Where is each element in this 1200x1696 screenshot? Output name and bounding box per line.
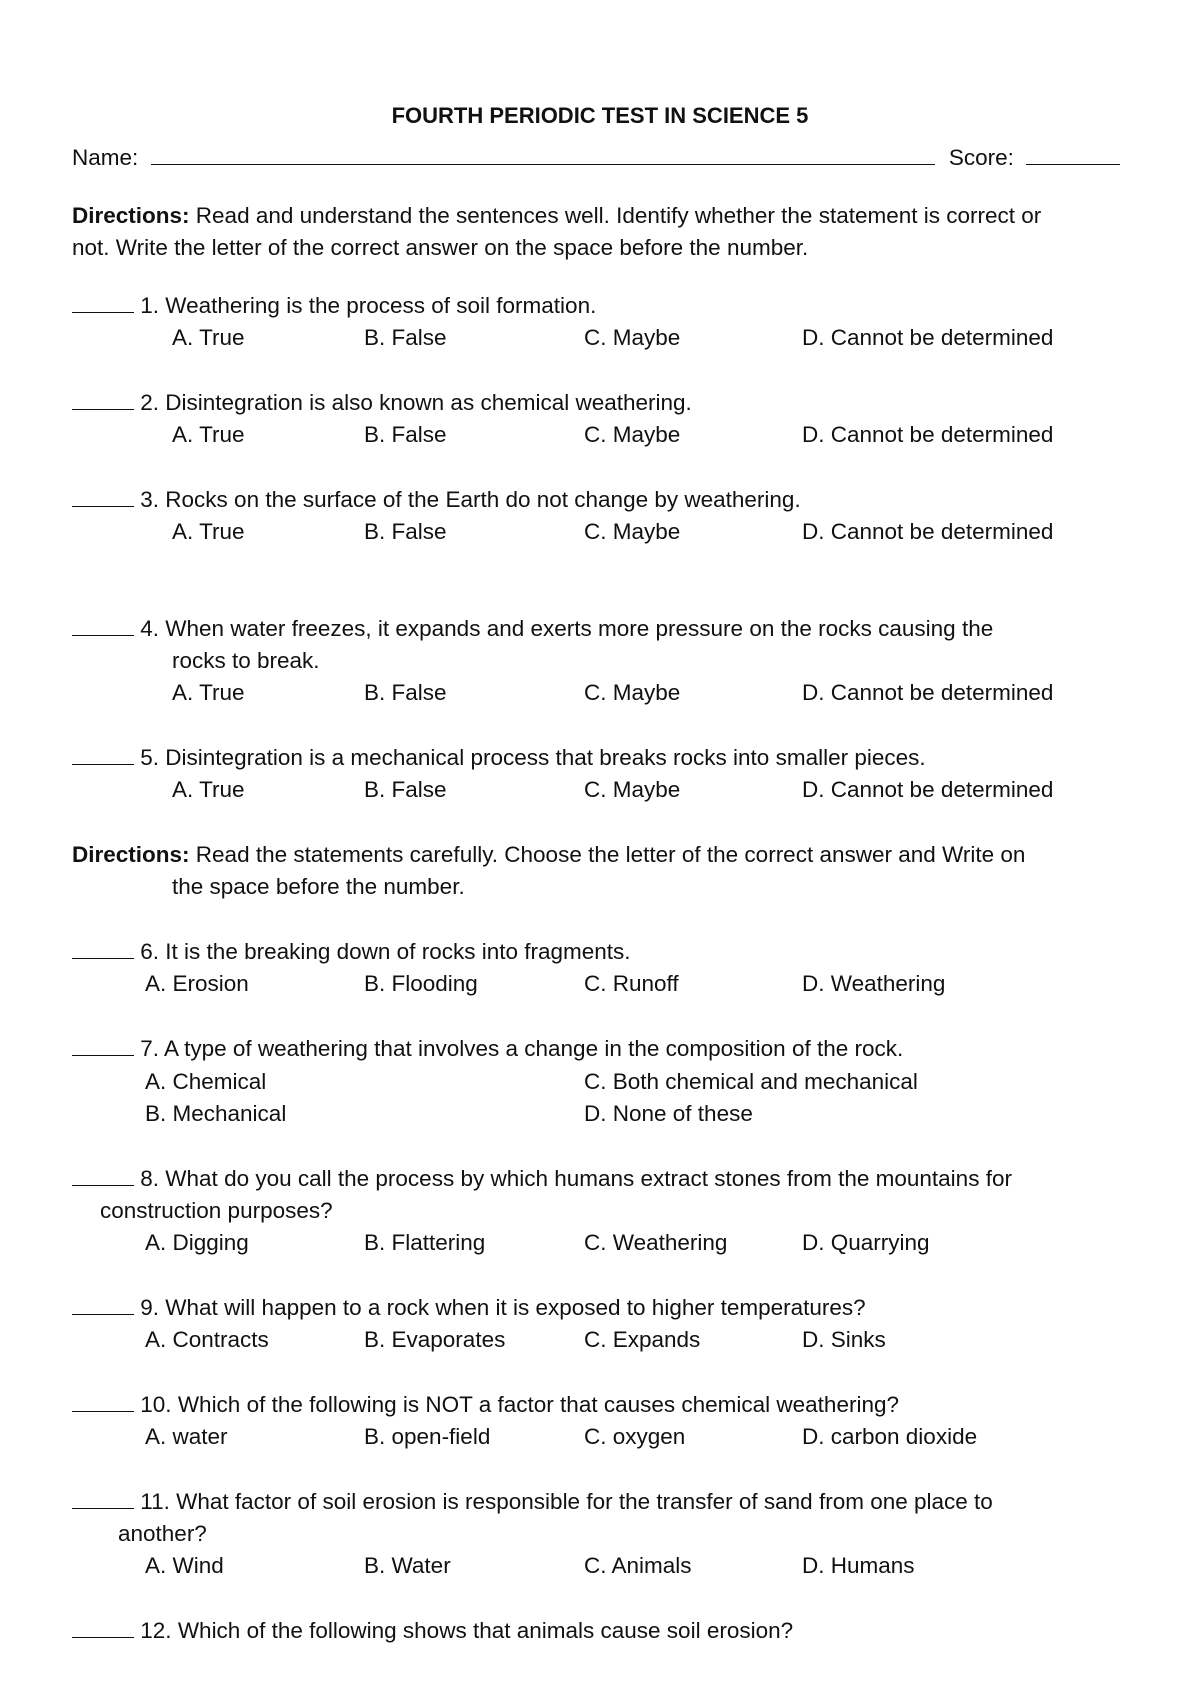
answer-blank[interactable]	[72, 485, 134, 507]
option-c[interactable]: C. Both chemical and mechanical	[584, 1069, 918, 1094]
question-text: A type of weathering that involves a change in the composition of the rock.	[164, 1036, 904, 1061]
option-c[interactable]: C. Maybe	[584, 777, 681, 802]
option-d[interactable]: D. Quarrying	[802, 1230, 930, 1255]
page-title: FOURTH PERIODIC TEST IN SCIENCE 5	[391, 103, 809, 128]
question-text: Which of the following is NOT a factor that causes chemical weathering?	[177, 1392, 899, 1417]
option-a[interactable]: A. water	[145, 1424, 228, 1449]
question-text: What factor of soil erosion is responsible for the transfer of sand from one place to	[176, 1489, 993, 1514]
question-number: 1.	[140, 293, 160, 318]
answer-blank[interactable]	[72, 937, 134, 959]
question-number: 3.	[140, 487, 160, 512]
question-text-continued: construction purposes?	[100, 1198, 333, 1223]
question-6	[72, 936, 631, 968]
option-d[interactable]: D. Cannot be determined	[802, 422, 1054, 447]
question-number: 9.	[140, 1295, 160, 1320]
question-7	[72, 1033, 903, 1065]
question-3	[72, 484, 801, 516]
question-11	[72, 1486, 993, 1518]
question-text: Rocks on the surface of the Earth do not change by weathering.	[165, 487, 801, 512]
option-d[interactable]: D. carbon dioxide	[802, 1424, 978, 1449]
option-b[interactable]: B. False	[364, 777, 447, 802]
question-number: 12.	[140, 1618, 172, 1643]
question-number: 7.	[140, 1036, 160, 1061]
option-d[interactable]: D. Cannot be determined	[802, 777, 1054, 802]
directions-1	[72, 200, 1041, 232]
option-a[interactable]: A. True	[172, 777, 245, 802]
question-text-continued: another?	[118, 1521, 207, 1546]
option-b[interactable]: B. Flattering	[364, 1230, 486, 1255]
name-score-line	[72, 142, 1120, 174]
score-label: Score:	[948, 145, 1014, 170]
question-text: What do you call the process by which humans extract stones from the mountains for	[165, 1166, 1012, 1191]
option-c[interactable]: C. Maybe	[584, 680, 681, 705]
answer-blank[interactable]	[72, 1390, 134, 1412]
question-text: Disintegration is also known as chemical weathering.	[165, 390, 692, 415]
question-text: Which of the following shows that animals cause soil erosion?	[177, 1618, 794, 1643]
option-c[interactable]: C. Weathering	[584, 1230, 728, 1255]
question-text: What will happen to a rock when it is exposed to higher temperatures?	[165, 1295, 866, 1320]
option-b[interactable]: B. Mechanical	[145, 1101, 287, 1126]
question-number: 2.	[140, 390, 160, 415]
directions-2-line2: the space before the number.	[172, 874, 465, 899]
option-a[interactable]: A. Digging	[145, 1230, 249, 1255]
option-a[interactable]: A. Chemical	[145, 1069, 267, 1094]
option-b[interactable]: B. Evaporates	[364, 1327, 506, 1352]
question-4	[72, 613, 993, 645]
answer-blank[interactable]	[72, 1293, 134, 1315]
answer-blank[interactable]	[72, 291, 134, 313]
option-d[interactable]: D. Humans	[802, 1553, 915, 1578]
option-c[interactable]: C. Expands	[584, 1327, 701, 1352]
option-d[interactable]: D. Cannot be determined	[802, 519, 1054, 544]
question-number: 10.	[140, 1392, 172, 1417]
answer-blank[interactable]	[72, 743, 134, 765]
option-b[interactable]: B. False	[364, 325, 447, 350]
option-a[interactable]: A. True	[172, 325, 245, 350]
directions-1-line2: not. Write the letter of the correct answer on the space before the number.	[72, 235, 809, 260]
option-a[interactable]: A. Wind	[145, 1553, 224, 1578]
question-1	[72, 290, 596, 322]
option-b[interactable]: B. Water	[364, 1553, 451, 1578]
question-number: 6.	[140, 939, 160, 964]
option-b[interactable]: B. Flooding	[364, 971, 478, 996]
question-10	[72, 1389, 899, 1421]
directions-2	[72, 839, 1025, 871]
answer-blank[interactable]	[72, 1487, 134, 1509]
option-a[interactable]: A. True	[172, 519, 245, 544]
question-number: 5.	[140, 745, 160, 770]
question-text-continued: rocks to break.	[172, 648, 320, 673]
question-text: Disintegration is a mechanical process that breaks rocks into smaller pieces.	[165, 745, 926, 770]
option-d[interactable]: D. Sinks	[802, 1327, 886, 1352]
option-b[interactable]: B. False	[364, 680, 447, 705]
option-b[interactable]: B. open-field	[364, 1424, 491, 1449]
option-c[interactable]: C. Maybe	[584, 519, 681, 544]
question-5	[72, 742, 926, 774]
name-label: Name:	[72, 145, 139, 170]
option-c[interactable]: C. Maybe	[584, 422, 681, 447]
option-c[interactable]: C. Animals	[584, 1553, 692, 1578]
directions-text-1: Read and understand the sentences well. Identify whether the statement is correct or	[195, 203, 1042, 228]
question-number: 11.	[140, 1489, 170, 1514]
question-12	[72, 1615, 793, 1647]
directions-label: Directions:	[72, 842, 190, 867]
directions-label: Directions:	[72, 203, 190, 228]
question-number: 8.	[140, 1166, 160, 1191]
directions-text-1: Read the statements carefully. Choose the letter of the correct answer and Write on	[195, 842, 1026, 867]
option-c[interactable]: C. oxygen	[584, 1424, 686, 1449]
option-a[interactable]: A. Erosion	[145, 971, 249, 996]
option-d[interactable]: D. None of these	[584, 1101, 753, 1126]
option-a[interactable]: A. True	[172, 422, 245, 447]
question-8	[72, 1163, 1012, 1195]
question-9	[72, 1292, 866, 1324]
option-c[interactable]: C. Runoff	[584, 971, 679, 996]
answer-blank[interactable]	[72, 388, 134, 410]
answer-blank[interactable]	[72, 614, 134, 636]
question-text: It is the breaking down of rocks into fragments.	[165, 939, 631, 964]
question-text: Weathering is the process of soil formation.	[165, 293, 597, 318]
score-blank[interactable]	[1026, 143, 1120, 165]
option-b[interactable]: B. False	[364, 519, 447, 544]
option-a[interactable]: A. Contracts	[145, 1327, 269, 1352]
answer-blank[interactable]	[72, 1616, 134, 1638]
answer-blank[interactable]	[72, 1164, 134, 1186]
question-2	[72, 387, 692, 419]
answer-blank[interactable]	[72, 1034, 134, 1056]
question-number: 4.	[140, 616, 160, 641]
option-d[interactable]: D. Cannot be determined	[802, 680, 1054, 705]
option-a[interactable]: A. True	[172, 680, 245, 705]
option-c[interactable]: C. Maybe	[584, 325, 681, 350]
question-text: When water freezes, it expands and exerts more pressure on the rocks causing the	[165, 616, 994, 641]
option-b[interactable]: B. False	[364, 422, 447, 447]
name-blank[interactable]	[151, 143, 935, 165]
option-d[interactable]: D. Cannot be determined	[802, 325, 1054, 350]
option-d[interactable]: D. Weathering	[802, 971, 946, 996]
